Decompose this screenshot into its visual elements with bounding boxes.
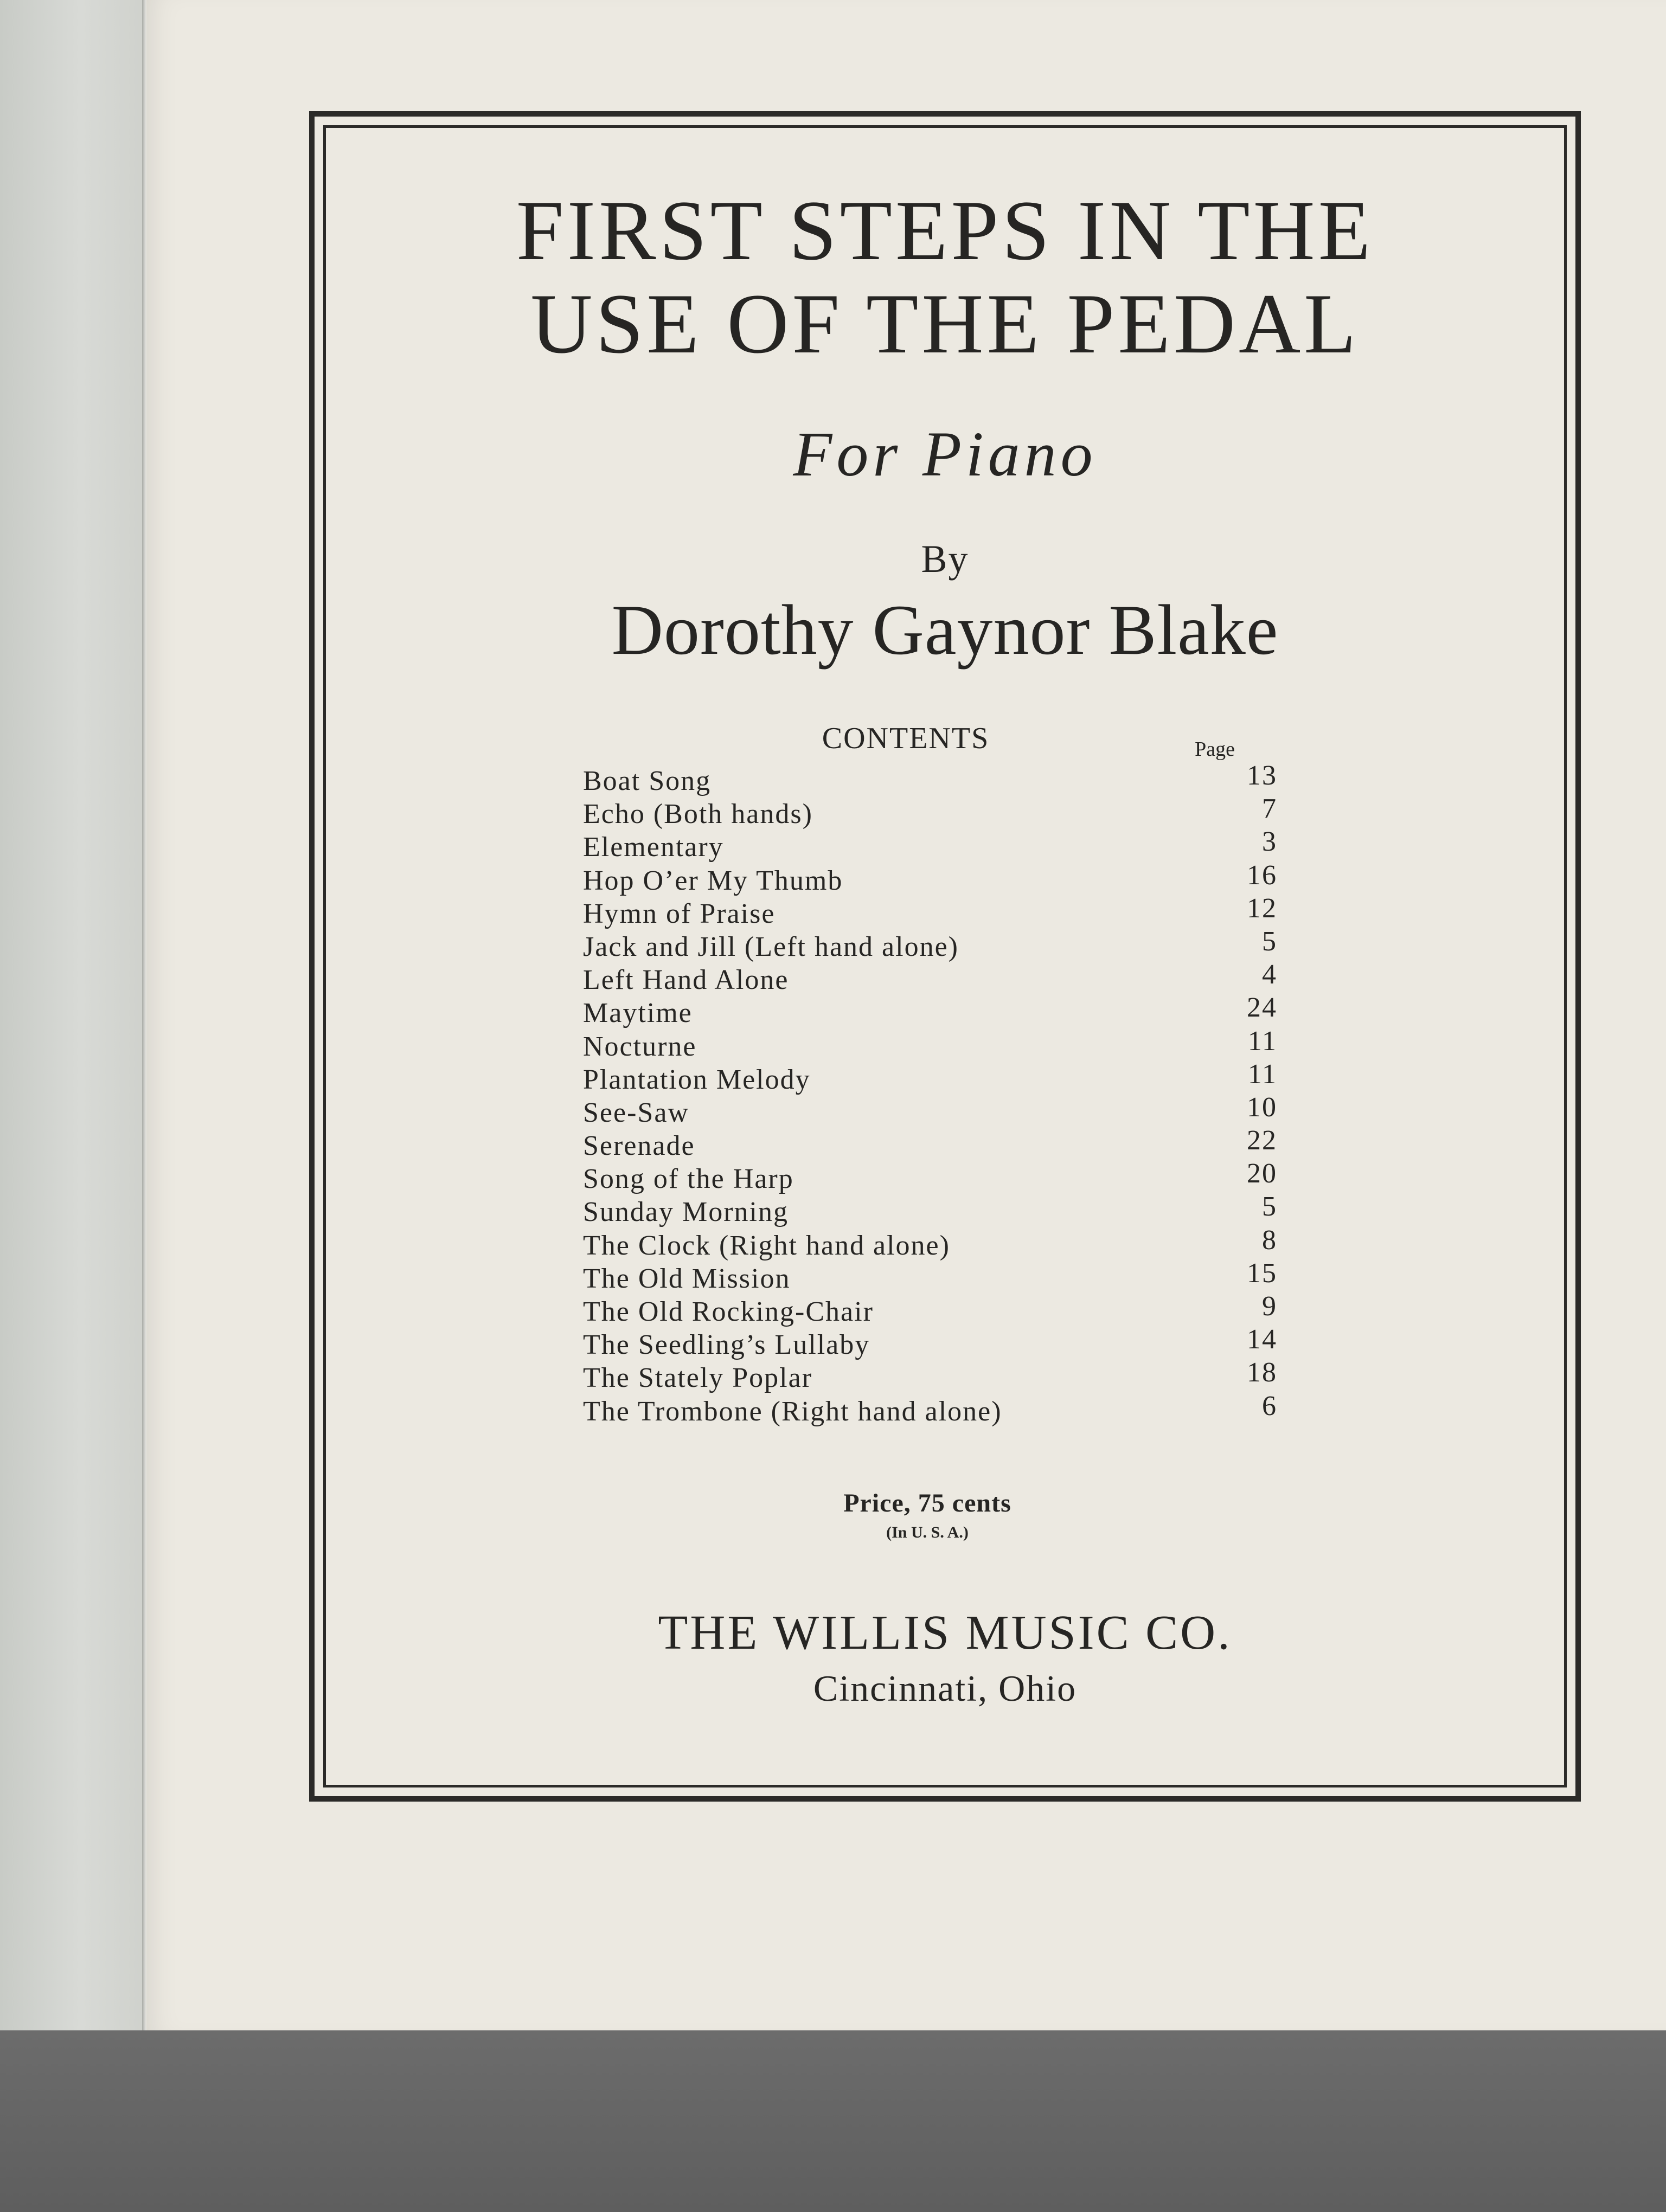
entry-page-number: 3 xyxy=(1262,826,1277,858)
price: Price, 75 cents xyxy=(843,1489,1011,1517)
contents-entry xyxy=(583,1191,1277,1229)
entry-title: The Stately Poplar xyxy=(583,1362,813,1394)
entry-title: The Clock (Right hand alone) xyxy=(583,1230,950,1261)
contents-heading: CONTENTS xyxy=(822,722,990,755)
contents-entry xyxy=(583,925,1277,963)
entry-page-number: 14 xyxy=(1247,1324,1277,1355)
price-note: (In U. S. A.) xyxy=(886,1523,969,1541)
contents-list xyxy=(583,760,1277,1428)
entry-title: The Trombone (Right hand alone) xyxy=(583,1396,1002,1427)
entry-page-number: 5 xyxy=(1262,1191,1277,1223)
entry-title: Jack and Jill (Left hand alone) xyxy=(583,931,959,962)
entry-title: Plantation Melody xyxy=(583,1064,811,1095)
entry-page-number: 24 xyxy=(1247,992,1277,1024)
contents-entry xyxy=(583,793,1277,831)
entry-page-number: 12 xyxy=(1247,892,1277,924)
contents-entry xyxy=(583,1324,1277,1361)
subtitle: For Piano xyxy=(793,419,1097,490)
entry-title: Song of the Harp xyxy=(583,1163,794,1195)
spine-shadow xyxy=(142,0,146,2049)
title-line-1: FIRST STEPS IN THE xyxy=(516,183,1374,278)
entry-page-number: 13 xyxy=(1247,760,1277,791)
contents-entry xyxy=(583,992,1277,1030)
page-column-heading: Page xyxy=(1195,738,1235,761)
entry-title: Echo (Both hands) xyxy=(583,799,813,830)
entry-title: Nocturne xyxy=(583,1031,697,1062)
entry-page-number: 10 xyxy=(1247,1091,1277,1123)
contents-entry xyxy=(583,1091,1277,1129)
contents-entry xyxy=(583,1158,1277,1195)
title-line-2: USE OF THE PEDAL xyxy=(530,276,1360,371)
contents-entry xyxy=(583,1257,1277,1295)
entry-page-number: 15 xyxy=(1247,1257,1277,1289)
entry-title: The Old Rocking-Chair xyxy=(583,1296,874,1327)
contents-entry xyxy=(583,1058,1277,1096)
contents-entry xyxy=(583,760,1277,798)
entry-title: The Old Mission xyxy=(583,1263,791,1294)
contents-entry xyxy=(583,1390,1277,1428)
contents-entry xyxy=(583,1125,1277,1162)
entry-page-number: 9 xyxy=(1262,1291,1277,1322)
entry-page-number: 16 xyxy=(1247,859,1277,891)
publisher-city: Cincinnati, Ohio xyxy=(813,1668,1077,1709)
table-surface xyxy=(0,2030,1666,2212)
publisher-name: THE WILLIS MUSIC CO. xyxy=(658,1606,1232,1660)
contents-entry xyxy=(583,892,1277,930)
entry-page-number: 11 xyxy=(1247,1058,1277,1090)
entry-page-number: 18 xyxy=(1247,1357,1277,1388)
by-label: By xyxy=(921,537,969,581)
entry-page-number: 11 xyxy=(1247,1025,1277,1057)
entry-title: Elementary xyxy=(583,832,724,863)
contents-entry xyxy=(583,1224,1277,1262)
book-title xyxy=(323,184,1567,371)
entry-title: Serenade xyxy=(583,1130,695,1162)
entry-title: The Seedling’s Lullaby xyxy=(583,1329,870,1361)
contents-entry xyxy=(583,1291,1277,1328)
author-name: Dorothy Gaynor Blake xyxy=(611,590,1279,670)
entry-title: Hop O’er My Thumb xyxy=(583,865,843,896)
entry-page-number: 6 xyxy=(1262,1390,1277,1422)
entry-page-number: 20 xyxy=(1247,1158,1277,1189)
entry-title: Left Hand Alone xyxy=(583,964,789,996)
entry-title: Sunday Morning xyxy=(583,1197,789,1228)
contents-entry xyxy=(583,1025,1277,1063)
entry-page-number: 22 xyxy=(1247,1125,1277,1156)
entry-title: See-Saw xyxy=(583,1097,689,1128)
contents-entry xyxy=(583,859,1277,897)
left-page-edge xyxy=(0,0,146,2049)
entry-title: Boat Song xyxy=(583,766,712,796)
entry-page-number: 8 xyxy=(1262,1224,1277,1256)
entry-page-number: 4 xyxy=(1262,959,1277,991)
contents-entry xyxy=(583,959,1277,996)
entry-title: Maytime xyxy=(583,998,693,1029)
entry-title: Hymn of Praise xyxy=(583,898,776,929)
entry-page-number: 5 xyxy=(1262,925,1277,957)
contents-entry xyxy=(583,826,1277,864)
entry-page-number: 7 xyxy=(1262,793,1277,825)
contents-entry xyxy=(583,1357,1277,1394)
